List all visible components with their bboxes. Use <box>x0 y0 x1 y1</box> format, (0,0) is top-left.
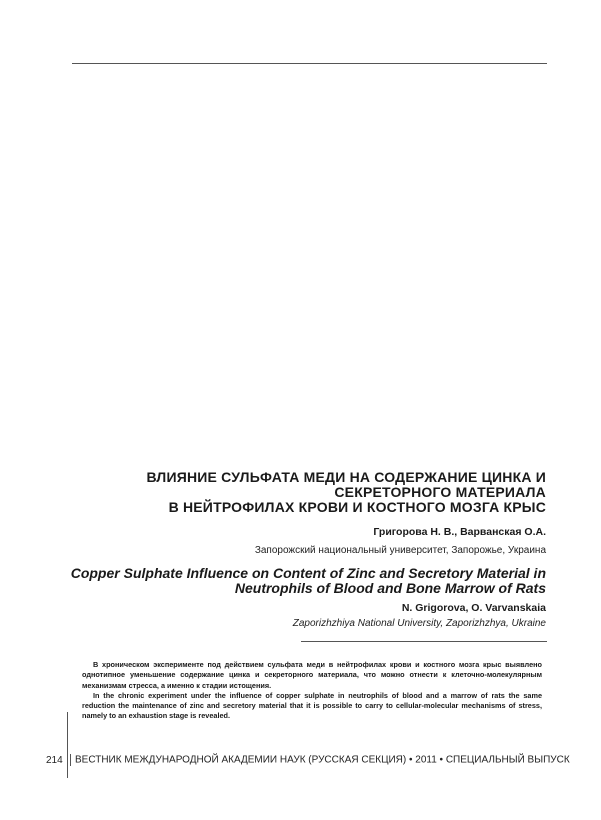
margin-rule <box>67 712 68 778</box>
page-number: 214 <box>46 754 63 766</box>
title-en-line: Copper Sulphate Influence on Content of Zinc and Secretory Material in <box>70 565 546 581</box>
abstract-en: In the chronic experiment under the influence of copper sulphate in neutrophils of blood and a marrow of rats the same reduction the maintenance of zinc and secretory material that it is possible to carry to cellular-molecular mechanisms of stress, namely to an exhaustion stage is revealed. <box>82 690 542 721</box>
abstract-rule <box>301 641 547 642</box>
abstract-ru: В хроническом эксперименте под действием сульфата меди в нейтрофилах крови и костного мозга крыс выявлено однотипное уменьшение содержание цинка и секреторного материала, что можно отнести к клеточно-молекулярным механизмам стресса, а именно к стадии истощения. <box>82 660 542 690</box>
title-en-line: Neutrophils of Blood and Bone Marrow of Rats <box>234 580 546 596</box>
title-ru-line: В НЕЙТРОФИЛАХ КРОВИ И КОСТНОГО МОЗГА КРЫС <box>168 499 546 515</box>
title-ru-line: ВЛИЯНИЕ СУЛЬФАТА МЕДИ НА СОДЕРЖАНИЕ ЦИНКА И <box>146 469 546 485</box>
title-ru-line: СЕКРЕТОРНОГО МАТЕРИАЛА <box>334 484 546 500</box>
affiliation-ru: Запорожский национальный университет, Запорожье, Украина <box>254 545 546 556</box>
affiliation-en: Zaporizhzhiya National University, Zaporizhzhya, Ukraine <box>292 618 546 629</box>
journal-name: ВЕСТНИК МЕЖДУНАРОДНОЙ АКАДЕМИИ НАУК (РУССКАЯ СЕКЦИЯ) • 2011 • СПЕЦИАЛЬНЫЙ ВЫПУСК <box>75 754 570 766</box>
title-en <box>71 566 546 596</box>
page-footer <box>46 754 570 766</box>
footer-separator <box>70 754 71 766</box>
authors-ru: Григорова Н. В., Варванская О.А. <box>373 526 546 538</box>
abstract <box>82 660 542 722</box>
authors-en: N. Grigorova, O. Varvanskaia <box>401 602 546 614</box>
title-ru <box>146 470 546 515</box>
top-rule <box>72 63 547 64</box>
